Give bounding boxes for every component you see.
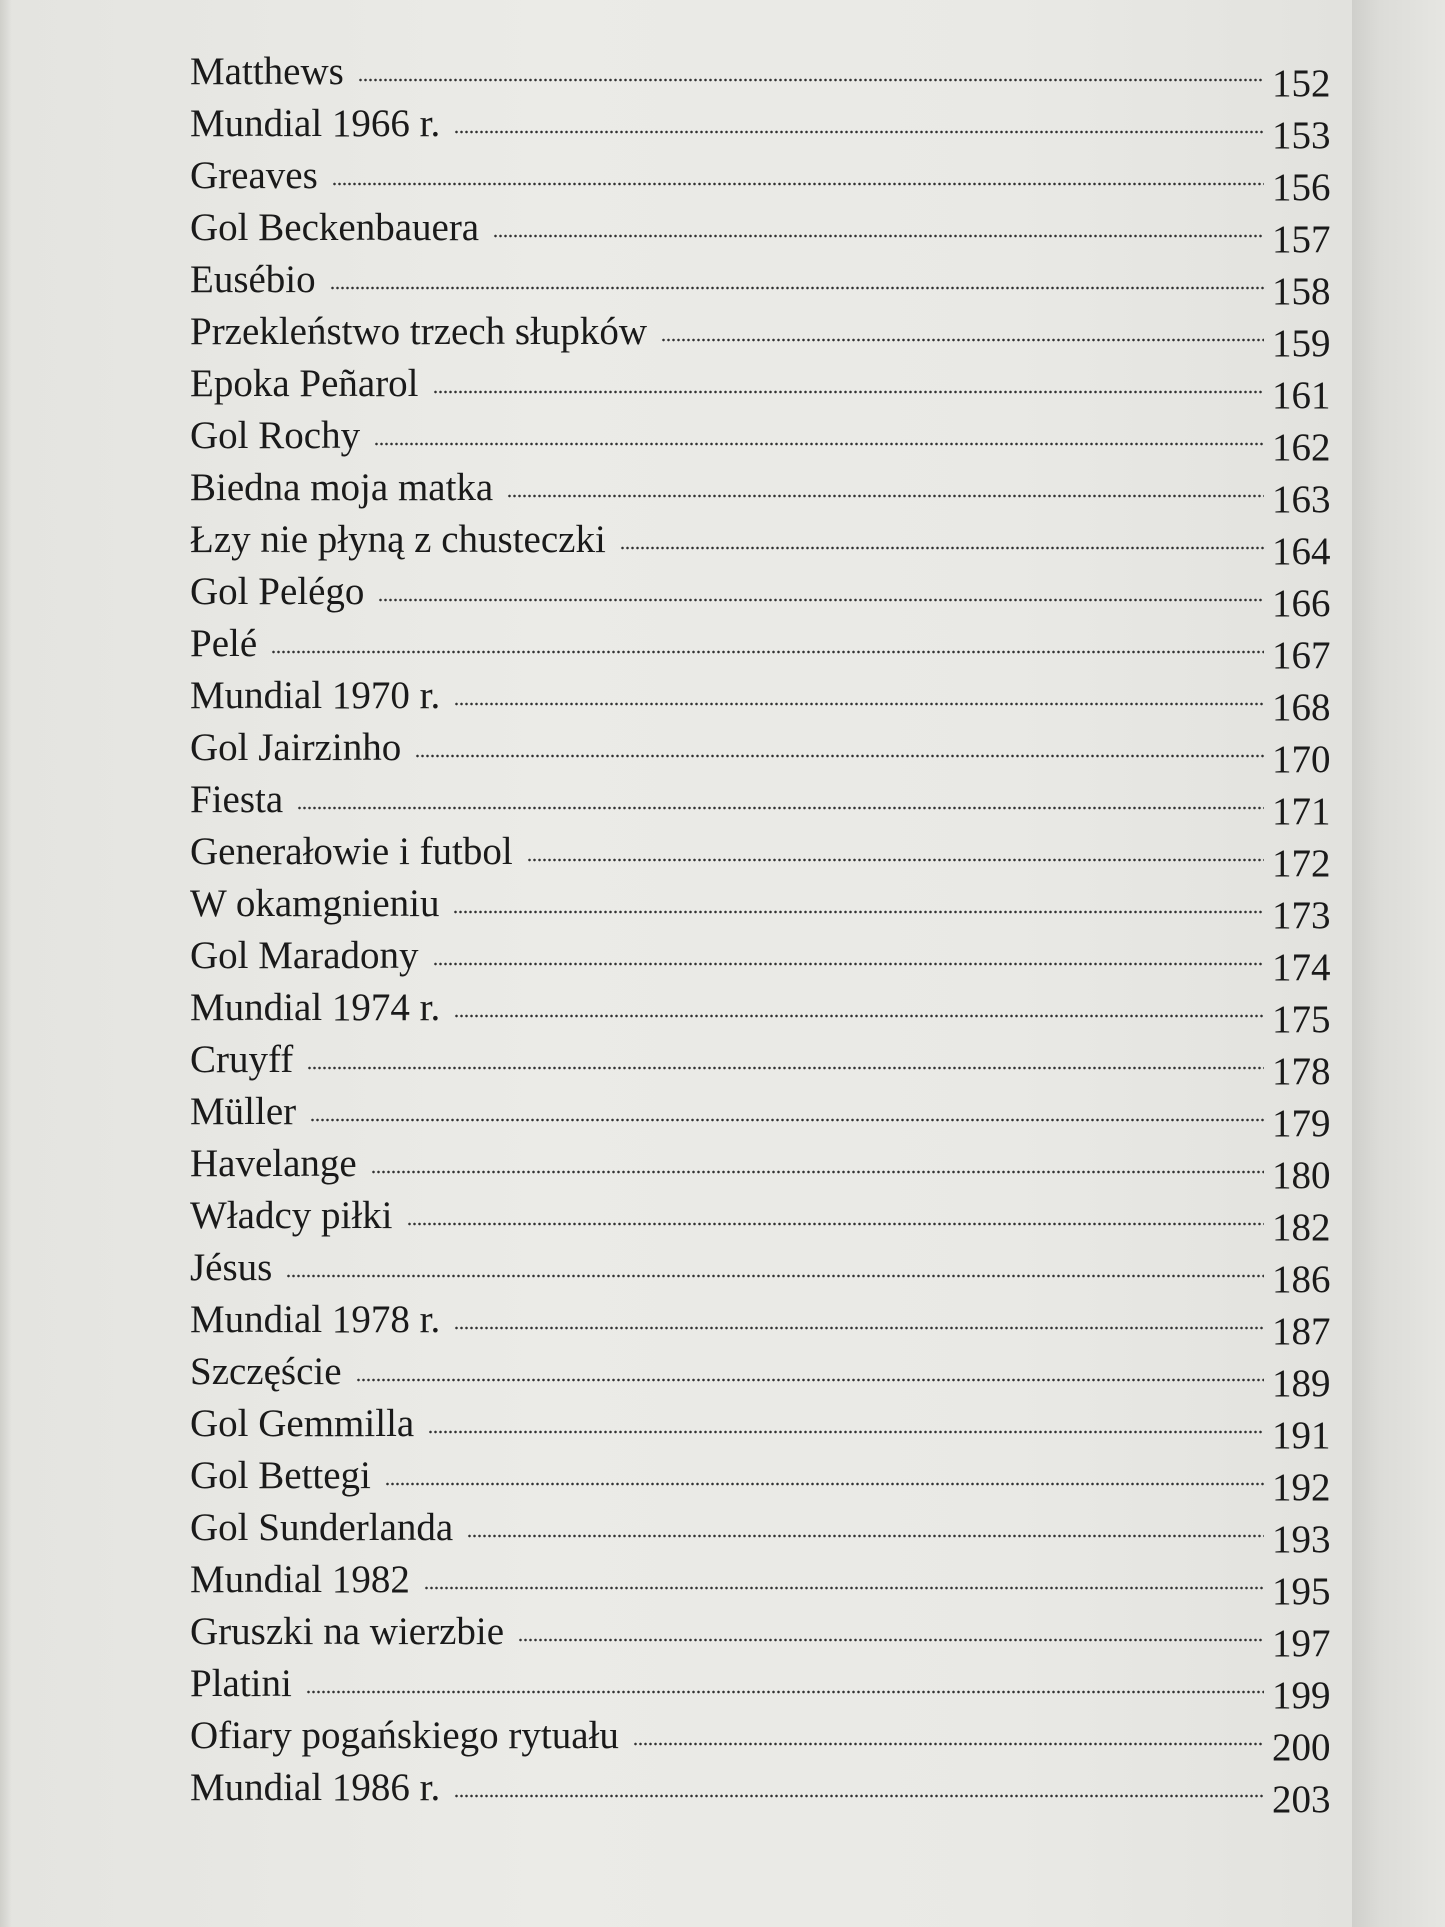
toc-entry-page-number: 174 — [1272, 946, 1331, 989]
table-of-contents — [190, 42, 1331, 1821]
toc-dot-leader — [297, 806, 1264, 810]
toc-entry-page-number: 171 — [1272, 790, 1331, 833]
toc-entry-title: Władcy piłki — [190, 1194, 393, 1237]
toc-entry-title: Gol Sunderlanda — [190, 1506, 454, 1549]
toc-entry — [190, 1394, 1331, 1457]
toc-dot-leader — [424, 1586, 1264, 1590]
toc-entry-title: Mundial 1982 — [190, 1558, 410, 1601]
toc-entry — [190, 1030, 1331, 1093]
toc-entry-page-number: 197 — [1272, 1622, 1331, 1665]
toc-dot-leader — [378, 598, 1264, 602]
toc-dot-leader — [493, 234, 1264, 238]
toc-dot-leader — [428, 1430, 1264, 1434]
toc-entry-title: Gol Gemmilla — [190, 1402, 415, 1445]
toc-dot-leader — [371, 1170, 1264, 1174]
toc-entry — [190, 406, 1331, 469]
toc-dot-leader — [271, 650, 1264, 654]
toc-entry-page-number: 153 — [1272, 114, 1331, 157]
toc-entry-title: Havelange — [190, 1142, 357, 1185]
toc-entry — [190, 1498, 1331, 1561]
toc-entry-page-number: 199 — [1272, 1674, 1331, 1717]
toc-entry — [190, 1654, 1331, 1717]
toc-entry-page-number: 179 — [1272, 1102, 1331, 1145]
toc-entry-page-number: 203 — [1272, 1778, 1331, 1821]
toc-entry-title: Jésus — [190, 1246, 273, 1289]
toc-entry — [190, 666, 1331, 729]
toc-entry — [190, 562, 1331, 625]
toc-entry-title: Greaves — [190, 154, 318, 197]
toc-entry-title: Generałowie i futbol — [190, 830, 513, 873]
toc-dot-leader — [358, 78, 1264, 82]
toc-entry — [190, 354, 1331, 417]
toc-entry-title: W okamgnieniu — [190, 882, 440, 925]
toc-entry-title: Mundial 1978 r. — [190, 1298, 441, 1341]
toc-entry-title: Gol Jairzinho — [190, 726, 402, 769]
toc-entry-page-number: 173 — [1272, 894, 1331, 937]
toc-entry-page-number: 195 — [1272, 1570, 1331, 1613]
toc-entry — [190, 146, 1331, 209]
toc-entry-page-number: 152 — [1272, 62, 1331, 105]
toc-dot-leader — [518, 1638, 1264, 1642]
toc-dot-leader — [306, 1690, 1264, 1694]
toc-entry-title: Mundial 1970 r. — [190, 674, 441, 717]
toc-entry-page-number: 156 — [1272, 166, 1331, 209]
toc-entry — [190, 302, 1331, 365]
toc-dot-leader — [661, 338, 1264, 342]
toc-dot-leader — [374, 442, 1264, 446]
toc-dot-leader — [286, 1274, 1264, 1278]
toc-entry-title: Fiesta — [190, 778, 284, 821]
toc-dot-leader — [433, 390, 1264, 394]
toc-entry — [190, 614, 1331, 677]
toc-entry-title: Platini — [190, 1662, 292, 1705]
toc-entry — [190, 1186, 1331, 1249]
toc-entry — [190, 1082, 1331, 1145]
toc-entry — [190, 1758, 1331, 1821]
toc-dot-leader — [310, 1118, 1264, 1122]
toc-entry-page-number: 159 — [1272, 322, 1331, 365]
toc-dot-leader — [454, 702, 1264, 706]
toc-entry-title: Gol Rochy — [190, 414, 361, 457]
toc-entry-title: Matthews — [190, 50, 344, 93]
toc-entry-page-number: 193 — [1272, 1518, 1331, 1561]
toc-dot-leader — [633, 1742, 1264, 1746]
toc-entry — [190, 510, 1331, 573]
toc-entry-title: Eusébio — [190, 258, 316, 301]
adjacent-page-edge — [1352, 0, 1445, 1927]
toc-entry-page-number: 178 — [1272, 1050, 1331, 1093]
toc-entry-page-number: 164 — [1272, 530, 1331, 573]
toc-entry — [190, 718, 1331, 781]
toc-entry — [190, 458, 1331, 521]
toc-dot-leader — [415, 754, 1264, 758]
toc-entry — [190, 42, 1331, 105]
page-fold-shadow — [0, 0, 12, 1927]
toc-entry-page-number: 192 — [1272, 1466, 1331, 1509]
toc-entry-page-number: 189 — [1272, 1362, 1331, 1405]
toc-entry-page-number: 162 — [1272, 426, 1331, 469]
toc-entry-page-number: 172 — [1272, 842, 1331, 885]
toc-entry-title: Pelé — [190, 622, 258, 665]
toc-entry-title: Gol Bettegi — [190, 1454, 371, 1497]
toc-entry-title: Gol Beckenbauera — [190, 206, 480, 249]
toc-entry-page-number: 180 — [1272, 1154, 1331, 1197]
toc-entry-title: Mundial 1974 r. — [190, 986, 441, 1029]
toc-dot-leader — [332, 182, 1264, 186]
toc-entry — [190, 1550, 1331, 1613]
toc-dot-leader — [385, 1482, 1264, 1486]
toc-entry — [190, 1134, 1331, 1197]
toc-entry-page-number: 191 — [1272, 1414, 1331, 1457]
toc-entry — [190, 1446, 1331, 1509]
toc-entry-page-number: 170 — [1272, 738, 1331, 781]
toc-entry-title: Łzy nie płyną z chusteczki — [190, 518, 606, 561]
toc-entry-title: Przekleństwo trzech słupków — [190, 310, 648, 353]
toc-entry-title: Gol Pelégo — [190, 570, 365, 613]
toc-entry-page-number: 157 — [1272, 218, 1331, 261]
toc-dot-leader — [467, 1534, 1264, 1538]
toc-entry-page-number: 158 — [1272, 270, 1331, 313]
toc-entry-title: Ofiary pogańskiego rytuału — [190, 1714, 619, 1757]
toc-entry — [190, 250, 1331, 313]
toc-entry — [190, 1342, 1331, 1405]
toc-entry-title: Gruszki na wierzbie — [190, 1610, 505, 1653]
toc-entry-title: Mundial 1986 r. — [190, 1766, 441, 1809]
toc-dot-leader — [433, 962, 1264, 966]
toc-entry-page-number: 161 — [1272, 374, 1331, 417]
toc-entry-page-number: 167 — [1272, 634, 1331, 677]
toc-entry-title: Szczęście — [190, 1350, 342, 1393]
toc-dot-leader — [454, 1014, 1264, 1018]
toc-entry — [190, 770, 1331, 833]
toc-entry — [190, 822, 1331, 885]
toc-entry — [190, 1290, 1331, 1353]
toc-entry-title: Gol Maradony — [190, 934, 419, 977]
toc-entry-page-number: 200 — [1272, 1726, 1331, 1769]
toc-entry — [190, 94, 1331, 157]
toc-entry — [190, 1706, 1331, 1769]
toc-entry-title: Müller — [190, 1090, 297, 1133]
toc-dot-leader — [407, 1222, 1264, 1226]
toc-entry — [190, 1238, 1331, 1301]
toc-entry — [190, 926, 1331, 989]
toc-dot-leader — [454, 130, 1264, 134]
toc-entry-page-number: 187 — [1272, 1310, 1331, 1353]
toc-entry-page-number: 175 — [1272, 998, 1331, 1041]
toc-dot-leader — [330, 286, 1264, 290]
toc-entry-page-number: 166 — [1272, 582, 1331, 625]
toc-entry — [190, 1602, 1331, 1665]
toc-dot-leader — [507, 494, 1264, 498]
toc-entry-page-number: 182 — [1272, 1206, 1331, 1249]
toc-dot-leader — [356, 1378, 1264, 1382]
toc-dot-leader — [454, 1326, 1264, 1330]
toc-entry-title: Biedna moja matka — [190, 466, 494, 509]
toc-dot-leader — [620, 546, 1264, 550]
toc-entry — [190, 874, 1331, 937]
toc-dot-leader — [453, 910, 1264, 914]
toc-entry-title: Cruyff — [190, 1038, 294, 1081]
toc-entry-page-number: 168 — [1272, 686, 1331, 729]
toc-entry-page-number: 186 — [1272, 1258, 1331, 1301]
toc-entry — [190, 978, 1331, 1041]
toc-entry-page-number: 163 — [1272, 478, 1331, 521]
toc-entry-title: Epoka Peñarol — [190, 362, 419, 405]
toc-entry-title: Mundial 1966 r. — [190, 102, 441, 145]
toc-dot-leader — [307, 1066, 1264, 1070]
toc-dot-leader — [454, 1794, 1264, 1798]
toc-dot-leader — [527, 858, 1264, 862]
toc-entry — [190, 198, 1331, 261]
